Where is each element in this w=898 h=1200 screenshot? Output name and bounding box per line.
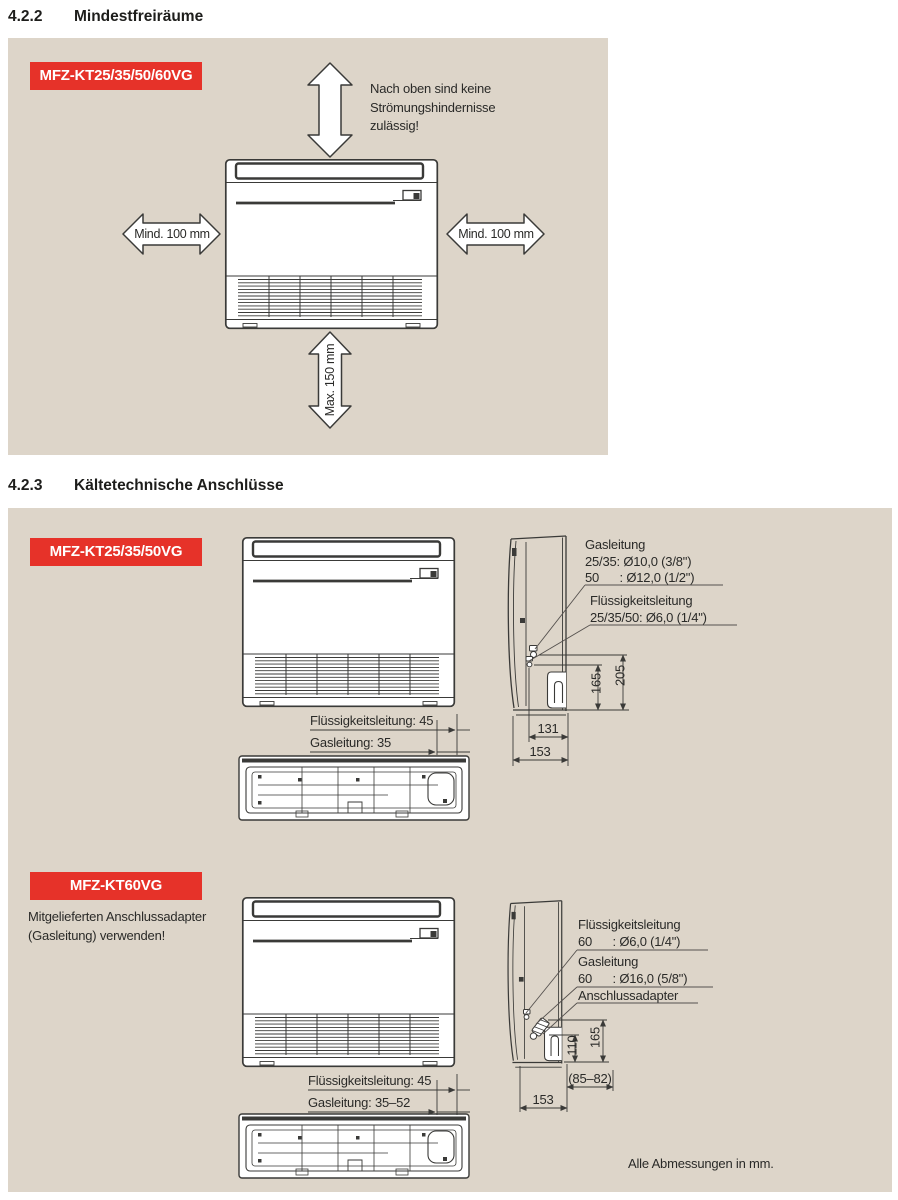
unit2-dim-8582: (85–82) (568, 1071, 612, 1086)
unit2-liquid-title: Flüssigkeitsleitung (578, 917, 681, 932)
unit2-bottom-view (239, 1114, 469, 1178)
clearance-panel (8, 38, 608, 455)
top-clearance-note (370, 80, 495, 136)
model-badge-unit1: MFZ-KT25/35/50VG (30, 538, 202, 566)
model-badge: MFZ-KT25/35/50/60VG (30, 62, 202, 90)
indoor-unit-front-view (226, 160, 437, 328)
left-clearance-label: Mind. 100 mm (134, 227, 210, 241)
clearance-diagram (8, 38, 608, 455)
section-heading-423 (8, 477, 284, 495)
model-badge-unit2: MFZ-KT60VG (30, 872, 202, 900)
clearance-arrow-up (308, 63, 352, 157)
right-clearance-label: Mind. 100 mm (458, 227, 534, 241)
unit1-liquid-length: Flüssigkeitsleitung: 45 (310, 713, 434, 728)
unit2-liquid-size: 60 : Ø6,0 (1/4") (578, 934, 681, 949)
section-title: Kältetechnische Anschlüsse (74, 477, 284, 494)
note-line: Strömungshindernisse (370, 99, 496, 115)
unit2-dim-153: 153 (532, 1092, 554, 1107)
unit2-side-view (508, 901, 562, 1067)
unit2-dim-110: 110 (564, 1035, 580, 1056)
note-line: (Gasleitung) verwenden! (28, 927, 166, 943)
bottom-clearance-label: Max. 150 mm (323, 343, 337, 417)
unit1-liquid-size: 25/35/50: Ø6,0 (1/4") (590, 610, 707, 625)
dimensions-footer-note: Alle Abmessungen in mm. (628, 1156, 774, 1171)
connections-diagram (8, 508, 892, 1192)
unit2-adapter-label: Anschlussadapter (578, 988, 679, 1003)
section-title: Mindestfreiräume (74, 8, 204, 25)
unit1-dim-153: 153 (529, 744, 551, 759)
note-line: zulässig! (370, 118, 419, 133)
unit1-gas-size-2535: 25/35: Ø10,0 (3/8") (585, 554, 692, 569)
section-number: 4.2.2 (8, 8, 43, 25)
section-heading-422 (8, 8, 203, 26)
unit1-side-view (508, 536, 566, 715)
unit1-gas-title: Gasleitung (585, 537, 646, 552)
unit2-dim-165: 165 (587, 1026, 603, 1049)
unit1-liquid-title: Flüssigkeitsleitung (590, 593, 693, 608)
unit1-gas-size-50: 50 : Ø12,0 (1/2") (585, 570, 695, 585)
unit2-front-view (243, 898, 454, 1067)
unit2-liquid-length: Flüssigkeitsleitung: 45 (308, 1073, 432, 1088)
unit1-dim-205: 205 (612, 664, 628, 687)
unit1-dim-165: 165 (588, 672, 604, 695)
connections-panel (8, 508, 892, 1192)
unit1-front-view (243, 538, 454, 707)
note-line: Nach oben sind keine (370, 81, 492, 96)
note-line: Mitgelieferten Anschlussadapter (28, 909, 207, 924)
section-number: 4.2.3 (8, 477, 43, 494)
unit1-gas-length: Gasleitung: 35 (310, 735, 392, 750)
unit1-dim-131: 131 (537, 721, 559, 736)
adapter-note (28, 908, 206, 945)
unit2-gas-length: Gasleitung: 35–52 (308, 1095, 411, 1110)
unit2-gas-size: 60 : Ø16,0 (5/8") (578, 971, 688, 986)
unit1-bottom-view (239, 756, 469, 820)
unit2-gas-title: Gasleitung (578, 954, 639, 969)
